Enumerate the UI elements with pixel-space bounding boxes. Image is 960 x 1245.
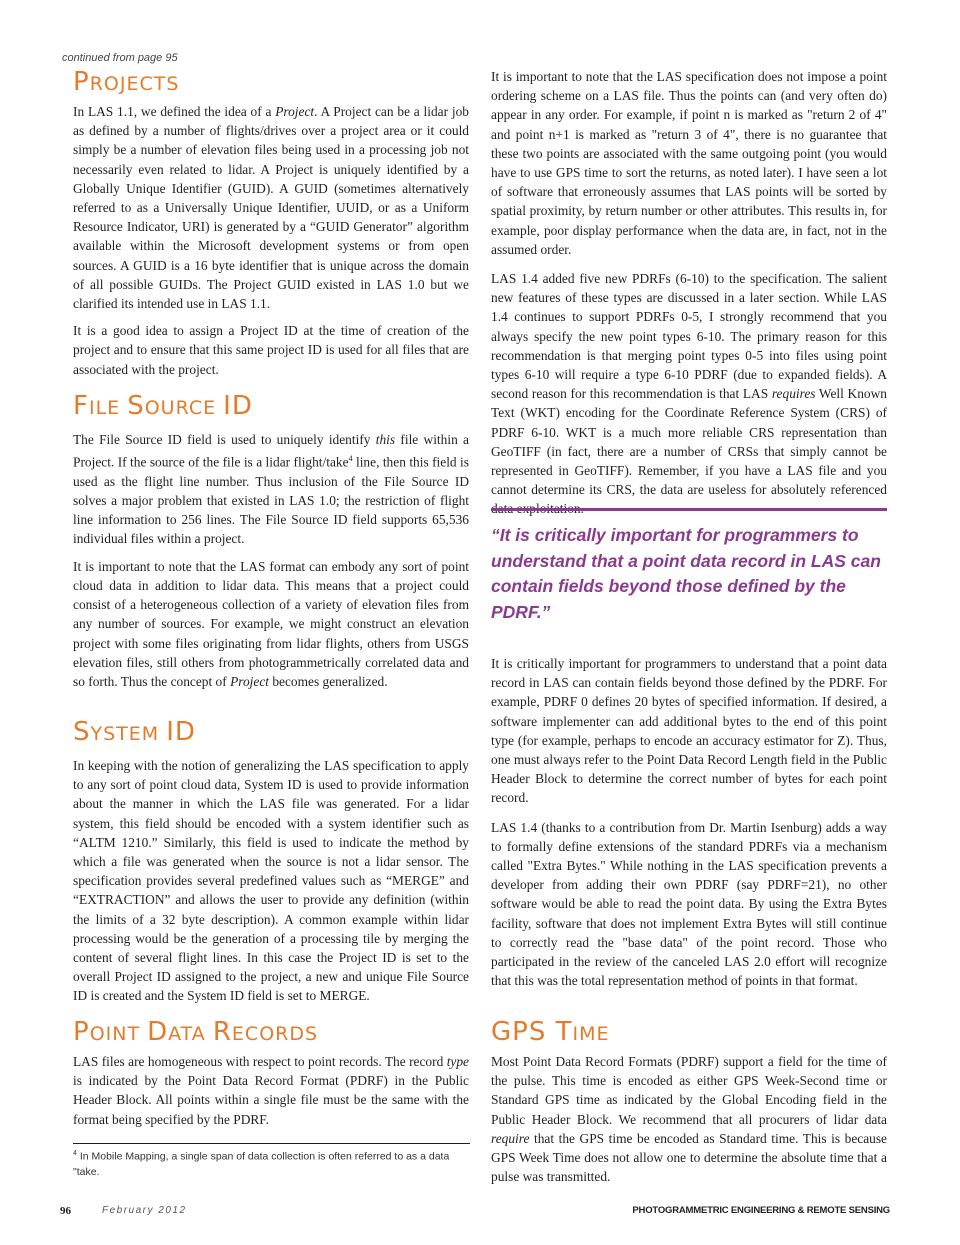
journal-title: PHOTOGRAMMETRIC ENGINEERING & REMOTE SENSING xyxy=(632,1205,890,1216)
left-column-point-data xyxy=(73,1017,469,1137)
extra-bytes-paragraph: LAS 1.4 (thanks to a contribution from Dr. Martin Isenburg) adds a way to formally define extensions of the standard PDRFs via a mechanism called "Extra Bytes." While nothing in the LAS specification prevents a developer from adding their own PDRF (say PDRF=21), no other software would be able to read the point data. By using the Extra Bytes facility, software that does not implement Extra Bytes will still continue to correctly read the "base data" of the point record. Those who participated in the review of the canceled LAS 2.0 effort will recognize that this was the total representation method of points in that format. xyxy=(491,819,887,989)
pull-quote: “It is critically important for programmers to understand that a point data record in LAS can contain fields beyond those defined by the PDRF.” xyxy=(491,508,887,625)
ordering-paragraph: It is important to note that the LAS specification does not impose a point ordering scheme on a LAS file. Thus the points can (and very often do) appear in any order. For example, if point n is marked as "return 2 of 4" and point n+1 is marked as "return 3 of 4", there is no guarantee that these two points are associated with the same outgoing point (you would have to use GPS time to sort the returns, as noted later). I have seen a lot of software that erroneously assumes that LAS points will be sorted by spatial proximity, by return number or other attributes. This results in, for example, poor display performance when the data are, in fact, not in the assumed order. xyxy=(491,69,887,257)
section-heading-file-source-id: FILE SOURCE ID xyxy=(73,391,253,421)
section-heading-gps-time: GPS TIME xyxy=(491,1017,610,1047)
projects-paragraph-1: In LAS 1.1, we defined the idea of a Project. A Project can be a lidar job as defined by a number of flights/drives over a project area or it could simply be a number of elevation files being used in a processing job not necessarily even related to lidar. A Project is uniquely identified by a Globally Unique Identifier (GUID). A GUID (sometimes alternatively referred to as a Universally Unique Identifier, UUID, or as a Uniform Resource Indicator, URI) is generated by a “GUID Generator” algorithm available within the Microsoft development systems or from open sources. A GUID is a 16 byte identifier that is unique across the domain of all possible GUIDs. The Project GUID existed in LAS 1.0 but we clarified its intended use in LAS 1.1. xyxy=(73,104,469,312)
footnote: $^4$ In Mobile Mapping, a single span of data collection is often referred to as a data "take. xyxy=(73,1150,450,1178)
gps-time-paragraph: Most Point Data Record Formats (PDRF) support a field for the time of the pulse. This time is encoded as either GPS Week-Second time or Standard GPS time as indicated by the Global Encoding field in the Public Header Block. We recommend that all procurers of lidar data require that the GPS time be encoded as Standard time. This is because GPS Week Time does not allow one to determine the absolute time that a pulse was transmitted. xyxy=(491,1054,887,1185)
file-source-paragraph-2: It is important to note that the LAS format can embody any sort of point cloud data in addition to lidar data. This means that a project could consist of a heterogeneous collection of a variety of elevation files from any number of sources. For example, we might construct an elevation project with some files originating from lidar flights, others from USGS elevation files, still others from photogrammetrically correlated data and so forth. Thus the concept of Project becomes generalized. xyxy=(73,558,469,689)
right-column-top xyxy=(491,67,887,527)
file-source-paragraph-1: The File Source ID field is used to uniquely identify this file within a Project. If the source of the file is a lidar flight/take$^4$ line, then this field is used as the flight line number. Thus inclusion of the File Source ID solves a major problem that existed in LAS 1.0; the restriction of flight line information to 256 lines. The File Source ID field supports 65,536 individual files within a project. xyxy=(73,432,469,547)
page-number: 96 xyxy=(60,1205,71,1217)
left-column-system-id xyxy=(73,717,469,1014)
fields-paragraph: It is critically important for programmers to understand that a point data record in LAS can contain fields beyond those defined by the PDRF. For example, PDRF 0 defines 20 bytes of specified information. If desired, a software implementer can add additional bytes to the end of this point type (for example, perhaps to encode an accuracy estimator for Z). Thus, one must always refer to the Point Data Record Length field in the Public Header Block to determine the correct number of bytes for each point record. xyxy=(491,656,887,806)
continued-note: continued from page 95 xyxy=(62,52,178,64)
left-column-file-source xyxy=(73,391,469,699)
point-data-paragraph: LAS files are homogeneous with respect to point records. The record type is indicated by the Point Data Record Format (PDRF) in the Public Header Block. All points within a single file must be the same with the format being specified by the PDRF. xyxy=(73,1054,469,1127)
section-heading-point-data-records: POINT DATA RECORDS xyxy=(73,1017,319,1047)
right-column-gps-time xyxy=(491,1017,887,1194)
right-column-middle xyxy=(491,654,887,998)
left-column xyxy=(73,67,469,387)
system-id-paragraph: In keeping with the notion of generalizing the LAS specification to apply to any sort of point cloud data, System ID is used to provide information about the manner in which the LAS file was generated. For a lidar system, this field should be encoded with a system identifier such as “ALTM 1210.” Similarly, this field is used to indicate the method by which a file was generated when the source is not a lidar sensor. The specification provides several predefined values such as “MERGE” and “EXTRACTION” and allows the user to provide any definition (within the limits of a 32 byte description). A common example within lidar processing would be the generation of a processing tile by merging the content of several flight lines. In this case the Project ID is set to the overall Project ID assigned to the project, a new and unique File Source ID is created and the System ID field is set to MERGE. xyxy=(73,758,469,1004)
section-heading-projects: PROJECTS xyxy=(73,67,180,97)
footnote-divider xyxy=(73,1143,470,1144)
pdrf-paragraph: LAS 1.4 added five new PDRFs (6-10) to the specification. The salient new features of these types are discussed in a later section. While LAS 1.4 continues to support PDRFs 0-5, I strongly recommend that you always specify the new point types 6-10. The primary reason for this recommendation is that merging point types 0-5 into files using point types 6-10 will require a type 6-10 PDRF (due to expanded fields). A second reason for this recommendation is that LAS requires Well Known Text (WKT) encoding for the Coordinate Reference System (CRS) of PDRF 6-10. WKT is a much more reliable CRS representation than GeoTIFF (in fact, there are a number of CRSs that simply cannot be represented in GeoTIFF). Remember, if you have a LAS file and you cannot determine its CRS, the data are useless for absolutely referenced data exploitation. xyxy=(491,271,887,517)
issue-date: February 2012 xyxy=(102,1205,187,1216)
projects-paragraph-2: It is a good idea to assign a Project ID at the time of creation of the project and to ensure that this same project ID is used for all files that are associated with the project. xyxy=(73,323,469,377)
section-heading-system-id: SYSTEM ID xyxy=(73,717,196,747)
